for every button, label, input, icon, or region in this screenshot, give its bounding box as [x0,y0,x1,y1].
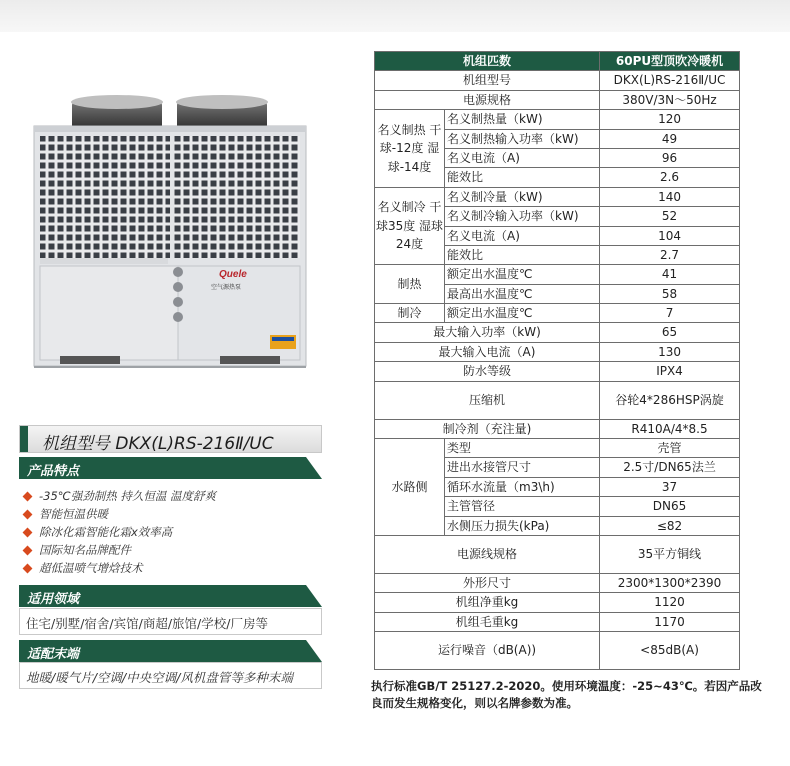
top-band [0,0,790,32]
model-bar [19,425,322,453]
spec-value: IPX4 [600,362,740,381]
spec-label: 最大输入电流（A) [375,342,600,361]
water-group: 水路侧 [375,439,445,536]
spec-value: R410A/4*8.5 [600,419,740,438]
spec-label: 外形尺寸 [375,573,600,592]
spec-value: 谷轮4*286HSP涡旋 [600,381,740,419]
spec-label: 压缩机 [375,381,600,419]
spec-label: 运行噪音（dB(A)) [375,632,600,670]
spec-value: 140 [600,187,740,206]
spec-label: 名义制冷输入功率（kW) [445,207,600,226]
feature-text: 智能恒温供暖 [39,507,108,521]
feature-item [20,559,320,577]
spec-value: <85dB(A) [600,632,740,670]
spec-row [375,265,740,284]
spec-value: 130 [600,342,740,361]
product-image [20,80,320,380]
spec-value: ≤82 [600,516,740,535]
spec-value: 49 [600,129,740,148]
features-header: 产品特点 [19,457,322,479]
spec-row [375,71,740,90]
spec-label: 循环水流量（m3\h) [445,477,600,496]
spec-value: 96 [600,148,740,167]
spec-header-value: 60PU型顶吹冷暖机 [600,52,740,71]
spec-label: 防水等级 [375,362,600,381]
spec-label: 水侧压力损失(kPa) [445,516,600,535]
model-bar-accent [20,426,28,452]
spec-row [375,632,740,670]
bullet-icon [23,527,33,537]
spec-value: 壳管 [600,439,740,458]
spec-label: 机组净重kg [375,593,600,612]
spec-label: 主管管径 [445,497,600,516]
cooling-group: 名义制冷 干球35度 湿球24度 [375,187,445,265]
spec-label: 进出水接管尺寸 [445,458,600,477]
spec-value: 35平方铜线 [600,535,740,573]
terminals-header: 适配末端 [19,640,322,662]
bullet-icon [23,545,33,555]
spec-row [375,439,740,458]
spec-label: 最高出水温度℃ [445,284,600,303]
spec-row [375,593,740,612]
spec-label: 额定出水温度℃ [445,304,600,323]
bullet-icon [23,563,33,573]
spec-value: 2.7 [600,245,740,264]
brand-logo-text: Quele [219,269,247,280]
spec-row [375,362,740,381]
spec-row [375,612,740,631]
heat-group: 制热 [375,265,445,304]
spec-value: 52 [600,207,740,226]
spec-value: 7 [600,304,740,323]
heating-group: 名义制热 干球-12度 湿球-14度 [375,110,445,188]
spec-table [374,51,740,670]
spec-value: 2300*1300*2390 [600,573,740,592]
spec-label: 电源规格 [375,90,600,109]
model-label: 机组型号 DKX(L)RS-216Ⅱ/UC [42,434,274,454]
feature-list [20,487,320,577]
feature-item [20,487,320,505]
spec-value: 2.6 [600,168,740,187]
feature-item [20,505,320,523]
spec-header-row [375,52,740,71]
spec-row [375,573,740,592]
spec-value: 1170 [600,612,740,631]
spec-label: 电源线规格 [375,535,600,573]
feature-item [20,523,320,541]
spec-label: 名义制冷量（kW) [445,187,600,206]
spec-label: 机组毛重kg [375,612,600,631]
spec-row [375,419,740,438]
spec-label: 制冷剂（充注量) [375,419,600,438]
spec-label: 名义电流（A) [445,226,600,245]
feature-item [20,541,320,559]
spec-row [375,323,740,342]
spec-label: 额定出水温度℃ [445,265,600,284]
spec-value: 1120 [600,593,740,612]
spec-header-param: 机组匹数 [375,52,600,71]
spec-row [375,90,740,109]
spec-row [375,535,740,573]
applications-text: 住宅/别墅/宿舍/宾馆/商超/旅馆/学校/厂房等 [19,608,322,635]
spec-value: 120 [600,110,740,129]
spec-row [375,187,740,206]
spec-label: 名义制热输入功率（kW) [445,129,600,148]
spec-value: DN65 [600,497,740,516]
spec-label: 能效比 [445,168,600,187]
spec-row [375,110,740,129]
feature-text: 超低温喷气增焓技术 [39,561,143,575]
footnote: 执行标准GB/T 25127.2-2020。使用环境温度：-25~43℃。若因产品改良而发生规格变化，则以名牌参数为准。 [371,679,762,710]
spec-value: DKX(L)RS-216Ⅱ/UC [600,71,740,90]
feature-text: -35℃强劲制热 持久恒温 温度舒爽 [39,489,217,503]
spec-label: 机组型号 [375,71,600,90]
brand-logo-sub: 空气源热泵 [211,284,242,291]
spec-value: 2.5寸/DN65法兰 [600,458,740,477]
spec-label: 名义制热量（kW) [445,110,600,129]
spec-value: 41 [600,265,740,284]
terminals-text: 地暖/暖气片/空调/中央空调/风机盘管等多种末端 [19,662,322,689]
bullet-icon [23,509,33,519]
bullet-icon [23,491,33,501]
feature-text: 除冰化霜智能化霜x效率高 [39,525,173,539]
spec-value: 104 [600,226,740,245]
spec-value: 37 [600,477,740,496]
spec-label: 最大输入功率（kW) [375,323,600,342]
spec-label: 名义电流（A) [445,148,600,167]
spec-label: 类型 [445,439,600,458]
spec-row [375,381,740,419]
spec-label: 能效比 [445,245,600,264]
spec-value: 380V/3N～50Hz [600,90,740,109]
spec-row [375,304,740,323]
spec-value: 65 [600,323,740,342]
feature-text: 国际知名品牌配件 [39,543,131,557]
applications-header: 适用领域 [19,585,322,607]
spec-value: 58 [600,284,740,303]
cool-group: 制冷 [375,304,445,323]
spec-row [375,342,740,361]
